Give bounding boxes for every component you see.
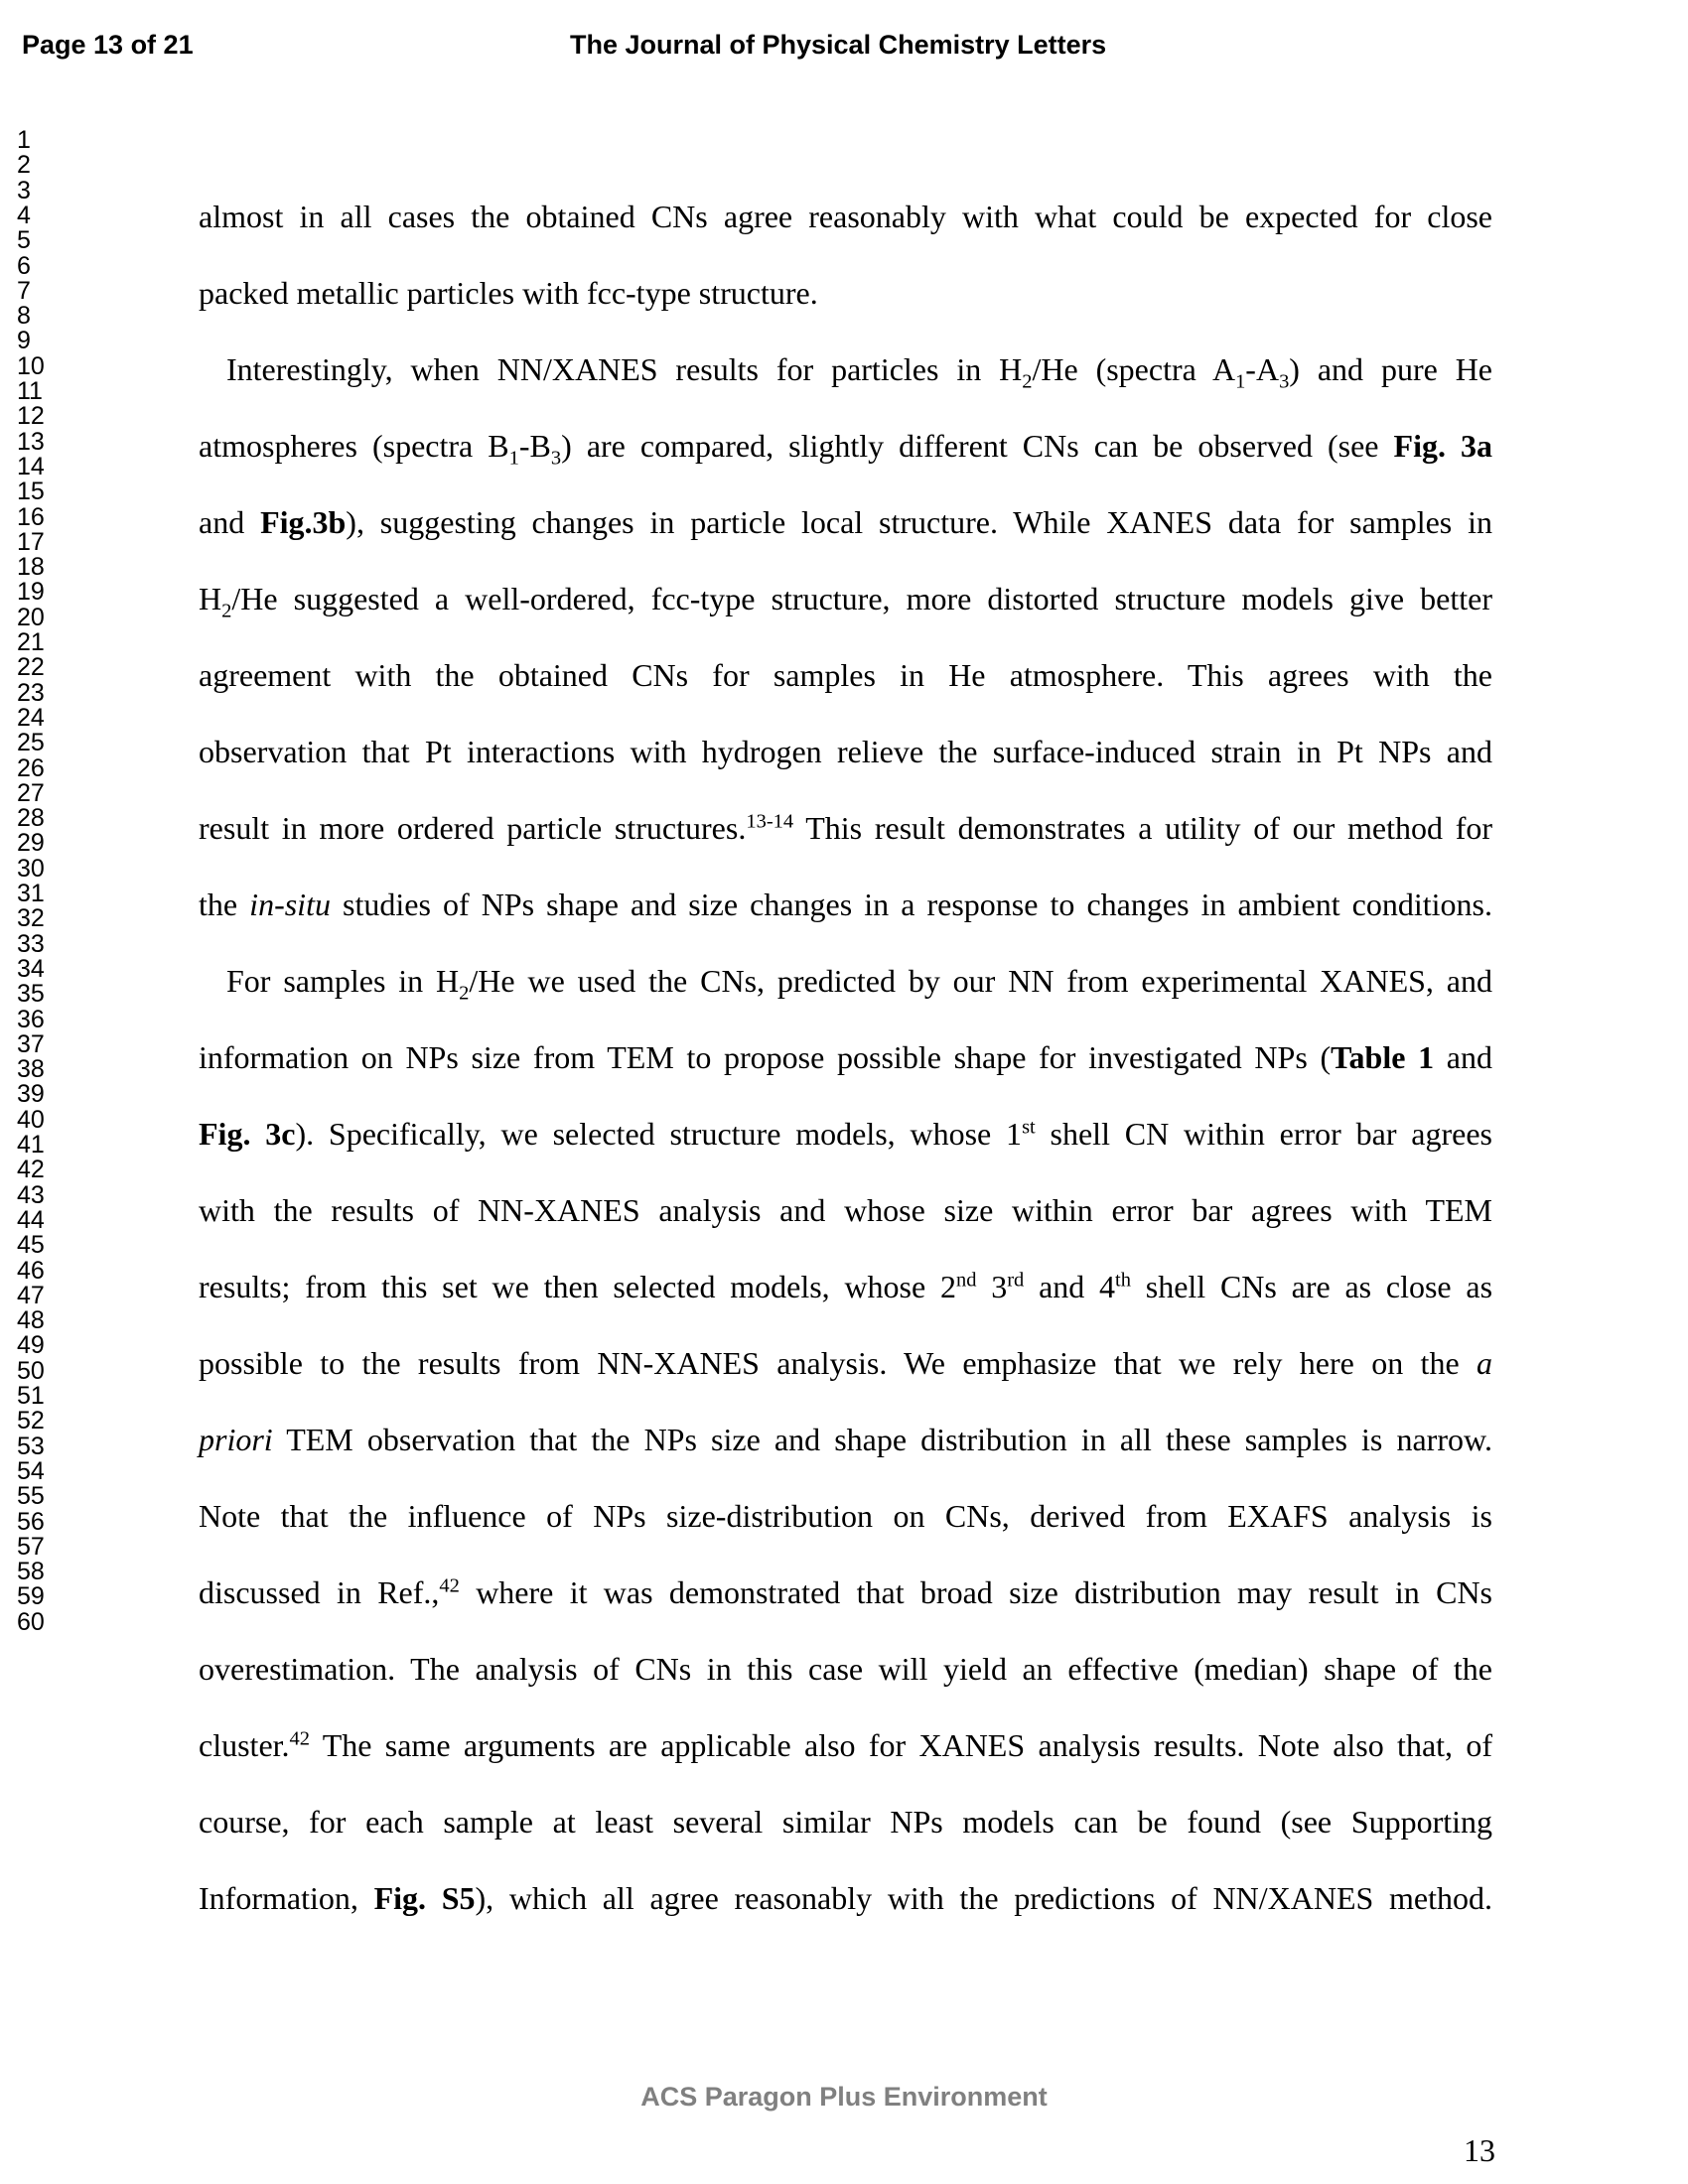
citation: 42 (439, 1574, 460, 1597)
body-line: information on NPs size from TEM to propose possible shape for investigated NPs (Table 1 and (199, 1039, 1493, 1075)
body-line: observation that Pt interactions with hydrogen relieve the surface-induced strain in Pt NPs and (199, 734, 1492, 769)
line-number: 31 (17, 880, 45, 907)
line-number: 21 (17, 628, 45, 656)
line-number: 37 (17, 1029, 45, 1058)
body-line: atmospheres (spectra $B_1-B_3$) are compared, slightly different CNs can be observed (see Fig. 3a (199, 428, 1493, 470)
line-number: 52 (17, 1407, 45, 1435)
line-number: 32 (17, 904, 45, 933)
line-number: 4 (17, 201, 31, 229)
line-number: 59 (17, 1582, 45, 1611)
line-number: 7 (17, 276, 31, 305)
figure-reference: Fig. S5 (373, 1880, 476, 1916)
line-number: 11 (17, 377, 43, 405)
body-line: the in-situ studies of NPs shape and size changes in a response to changes in ambient conditions. (199, 887, 1493, 922)
line-number: 9 (17, 327, 31, 355)
body-line: Information, Fig. S5), which all agree reasonably with the predictions of NN/XANES method. (199, 1880, 1493, 1916)
body-line: results; from this set we then selected models, whose 2nd 3rd and 4th shell CNs are as close as (199, 1269, 1493, 1304)
body-line: result in more ordered particle structures.$^{13-14}$ This result demonstrates a utility of our method for (199, 810, 1493, 846)
line-number: 35 (17, 980, 45, 1009)
line-number: 54 (17, 1456, 45, 1485)
line-number: 60 (17, 1607, 45, 1636)
line-number: 46 (17, 1256, 45, 1285)
footer-environment: ACS Paragon Plus Environment (640, 2082, 1048, 2112)
line-number: 33 (17, 929, 45, 958)
page-label: Page 13 of 21 (22, 30, 194, 60)
line-number: 36 (17, 1005, 45, 1033)
body-line: and Fig.3b), suggesting changes in particle local structure. While XANES data for samples in (199, 504, 1493, 540)
line-number: 15 (17, 478, 45, 506)
line-number: 23 (17, 678, 45, 707)
body-line: possible to the results from NN-XANES analysis. We emphasize that we rely here on the a (199, 1345, 1492, 1381)
line-number: 20 (17, 603, 45, 631)
line-number: 12 (17, 402, 45, 431)
body-line: overestimation. The analysis of CNs in this case will yield an effective (median) shape of the (199, 1651, 1492, 1687)
line-number: 24 (17, 703, 45, 732)
line-number: 41 (17, 1131, 45, 1159)
line-number: 19 (17, 578, 45, 607)
citation: 13-14 (746, 810, 794, 833)
body-line: Fig. 3c). Specifically, we selected structure models, whose 1st shell CN within error bar agrees (199, 1116, 1493, 1152)
figure-reference: Fig. 3a (1393, 428, 1493, 464)
body-line: packed metallic particles with fcc-type structure. (199, 275, 818, 311)
citation: 42 (289, 1727, 310, 1750)
body-line: almost in all cases the obtained CNs agree reasonably with what could be expected for close (199, 199, 1492, 234)
line-number: 10 (17, 351, 45, 380)
line-number: 53 (17, 1432, 45, 1460)
line-number: 57 (17, 1532, 45, 1561)
body-line: with the results of NN-XANES analysis and whose size within error bar agrees with TEM (199, 1192, 1492, 1228)
line-number: 40 (17, 1105, 45, 1134)
line-number: 8 (17, 302, 31, 331)
body-line: Note that the influence of NPs size-distribution on CNs, derived from EXAFS analysis is (199, 1498, 1492, 1534)
body-line: For samples in $H_2/He$ we used the CNs, predicted by our NN from experimental XANES, and (226, 963, 1493, 1005)
figure-reference: Fig.3b (260, 504, 347, 540)
line-number: 47 (17, 1281, 45, 1309)
line-number: 44 (17, 1205, 45, 1234)
body-line: discussed in Ref.,$^{42}$ where it was demonstrated that broad size distribution may result in CNs (199, 1574, 1493, 1610)
line-number: 2 (17, 151, 31, 180)
body-line: Interestingly, when NN/XANES results for particles in $H_2/He$ (spectra $A_1-A_3$) and pure He (226, 351, 1492, 393)
line-number: 29 (17, 829, 45, 858)
body-line: priori TEM observation that the NPs size and shape distribution in all these samples is narrow. (199, 1422, 1492, 1457)
line-number: 25 (17, 729, 45, 757)
line-number: 26 (17, 753, 45, 782)
line-number: 34 (17, 954, 45, 983)
line-number: 49 (17, 1331, 45, 1360)
line-number: 45 (17, 1231, 45, 1260)
body-line: course, for each sample at least several similar NPs models can be found (see Supporting (199, 1804, 1492, 1840)
page-number: 13 (1464, 2132, 1495, 2168)
body-line: cluster.$^{42}$ The same arguments are applicable also for XANES analysis results. Note also that, of (199, 1727, 1492, 1763)
line-number: 30 (17, 854, 45, 883)
table-reference: Table 1 (1331, 1039, 1435, 1075)
line-number: 56 (17, 1507, 45, 1536)
line-number: 18 (17, 553, 45, 582)
line-number: 28 (17, 804, 45, 833)
line-number: 5 (17, 226, 31, 255)
figure-reference: Fig. 3c (199, 1116, 296, 1152)
line-number: 42 (17, 1156, 45, 1184)
body-line: agreement with the obtained CNs for samples in He atmosphere. This agrees with the (199, 657, 1492, 693)
line-number: 58 (17, 1558, 45, 1586)
line-number: 6 (17, 251, 31, 280)
line-number: 55 (17, 1482, 45, 1511)
line-number: 3 (17, 176, 31, 205)
journal-title: The Journal of Physical Chemistry Letters (570, 30, 1107, 60)
body-line: $H_2/He$ suggested a well-ordered, fcc-type structure, more distorted structure models give better (199, 581, 1492, 622)
line-number: 22 (17, 653, 45, 682)
line-number: 1 (17, 126, 31, 154)
line-number: 39 (17, 1080, 45, 1109)
line-number: 27 (17, 778, 45, 807)
line-number: 51 (17, 1382, 45, 1410)
line-number: 48 (17, 1306, 45, 1335)
line-number: 50 (17, 1356, 45, 1385)
line-number: 17 (17, 527, 45, 556)
line-number: 14 (17, 452, 45, 480)
line-number: 16 (17, 502, 45, 531)
line-number: 13 (17, 427, 45, 456)
line-number: 38 (17, 1055, 45, 1084)
line-number: 43 (17, 1180, 45, 1209)
